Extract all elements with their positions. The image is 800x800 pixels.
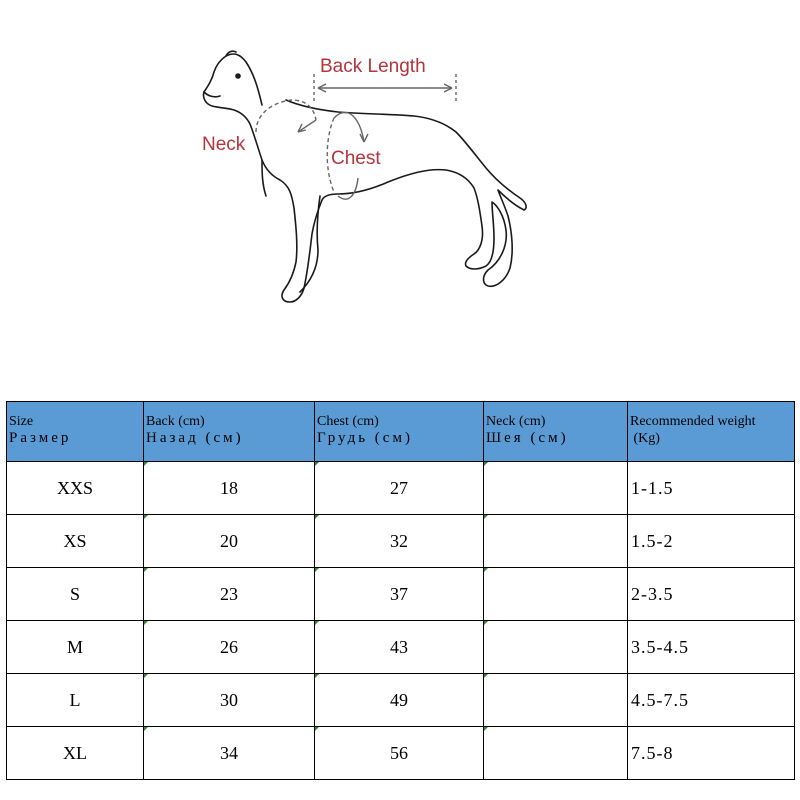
header-size: Size Размер bbox=[7, 402, 144, 462]
cell-corner-mark bbox=[315, 462, 319, 466]
dog-measurement-diagram bbox=[0, 0, 800, 380]
cell-weight: 2-3.5 bbox=[628, 568, 795, 621]
cell-corner-mark bbox=[484, 515, 488, 519]
cell-neck bbox=[484, 621, 628, 674]
cell-chest: 56 bbox=[315, 727, 484, 780]
cell-back: 26 bbox=[144, 621, 315, 674]
table-row bbox=[7, 515, 795, 568]
neck-label: Neck bbox=[202, 134, 246, 155]
cell-corner-mark bbox=[315, 727, 319, 731]
cell-size: XS bbox=[7, 515, 144, 568]
cell-chest: 43 bbox=[315, 621, 484, 674]
cell-corner-mark bbox=[315, 621, 319, 625]
header-chest: Chest (cm) Грудь (см) bbox=[315, 402, 484, 462]
cell-size: M bbox=[7, 621, 144, 674]
cell-neck bbox=[484, 568, 628, 621]
cell-corner-mark bbox=[484, 462, 488, 466]
cell-size: L bbox=[7, 674, 144, 727]
cell-size: S bbox=[7, 568, 144, 621]
cell-weight: 1-1.5 bbox=[628, 462, 795, 515]
cell-corner-mark bbox=[484, 621, 488, 625]
cell-back: 20 bbox=[144, 515, 315, 568]
cell-neck bbox=[484, 515, 628, 568]
cell-back: 18 bbox=[144, 462, 315, 515]
cell-weight: 1.5-2 bbox=[628, 515, 795, 568]
cell-corner-mark bbox=[315, 674, 319, 678]
cell-neck bbox=[484, 727, 628, 780]
table-row bbox=[7, 462, 795, 515]
cell-weight: 4.5-7.5 bbox=[628, 674, 795, 727]
header-back: Back (cm) Назад (см) bbox=[144, 402, 315, 462]
cell-corner-mark bbox=[484, 674, 488, 678]
table-header-row bbox=[7, 402, 795, 462]
cell-corner-mark bbox=[315, 515, 319, 519]
cell-back: 30 bbox=[144, 674, 315, 727]
cell-size: XXS bbox=[7, 462, 144, 515]
cell-size: XL bbox=[7, 727, 144, 780]
cell-corner-mark bbox=[484, 727, 488, 731]
table-row bbox=[7, 727, 795, 780]
cell-back: 23 bbox=[144, 568, 315, 621]
cell-chest: 27 bbox=[315, 462, 484, 515]
neck-marker bbox=[256, 100, 316, 132]
table-row bbox=[7, 674, 795, 727]
cell-corner-mark bbox=[144, 674, 148, 678]
table-row bbox=[7, 621, 795, 674]
cell-neck bbox=[484, 674, 628, 727]
table-row bbox=[7, 568, 795, 621]
cell-corner-mark bbox=[144, 727, 148, 731]
cell-corner-mark bbox=[144, 568, 148, 572]
cell-weight: 3.5-4.5 bbox=[628, 621, 795, 674]
cell-neck bbox=[484, 462, 628, 515]
header-weight: Recommended weight (Kg) bbox=[628, 402, 795, 462]
cell-corner-mark bbox=[484, 568, 488, 572]
header-neck: Neck (cm) Шея (см) bbox=[484, 402, 628, 462]
cell-corner-mark bbox=[144, 515, 148, 519]
cell-corner-mark bbox=[144, 462, 148, 466]
back-length-marker bbox=[314, 74, 456, 102]
cell-chest: 32 bbox=[315, 515, 484, 568]
cell-corner-mark bbox=[144, 621, 148, 625]
chest-label: Chest bbox=[331, 148, 381, 169]
cell-back: 34 bbox=[144, 727, 315, 780]
cell-chest: 49 bbox=[315, 674, 484, 727]
cell-corner-mark bbox=[315, 568, 319, 572]
size-chart-table bbox=[6, 401, 795, 780]
dog-outline bbox=[203, 51, 526, 302]
cell-chest: 37 bbox=[315, 568, 484, 621]
cell-weight: 7.5-8 bbox=[628, 727, 795, 780]
back-length-label: Back Length bbox=[320, 56, 426, 77]
